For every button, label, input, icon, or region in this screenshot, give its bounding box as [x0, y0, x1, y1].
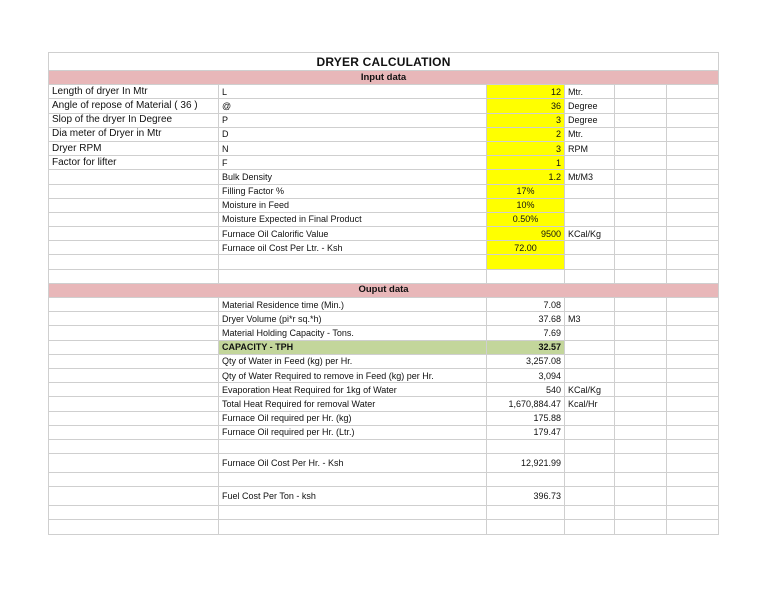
output-row: [49, 397, 719, 411]
output-unit: KCal/Kg: [565, 383, 615, 397]
input-value[interactable]: 9500: [487, 227, 565, 241]
output-row: [49, 312, 719, 326]
blank-row: [49, 439, 719, 453]
capacity-row: [49, 340, 719, 354]
output-row: [49, 425, 719, 439]
input-unit: [565, 156, 615, 170]
output-value: 1,670,884.47: [487, 397, 565, 411]
output-label: Qty of Water in Feed (kg) per Hr.: [219, 354, 487, 368]
blank-row: [49, 269, 719, 283]
output-unit: Kcal/Hr: [565, 397, 615, 411]
output-value: 179.47: [487, 425, 565, 439]
output-row: [49, 383, 719, 397]
output-value: 3,094: [487, 368, 565, 382]
input-symbol: Moisture Expected in Final Product: [219, 212, 487, 226]
input-symbol: F: [219, 156, 487, 170]
input-label: Angle of repose of Material ( 36 ): [49, 99, 219, 113]
cost-per-hr-row: [49, 454, 719, 473]
output-unit: [565, 411, 615, 425]
output-row: [49, 298, 719, 312]
input-unit: Degree: [565, 99, 615, 113]
input-row: [49, 113, 719, 127]
input-label: Slop of the dryer In Degree: [49, 113, 219, 127]
input-label: Factor for lifter: [49, 156, 219, 170]
fuel-cost-per-ton-row: [49, 487, 719, 506]
output-unit: [565, 340, 615, 354]
output-label: Total Heat Required for removal Water: [219, 397, 487, 411]
output-unit: M3: [565, 312, 615, 326]
output-value: 3,257.08: [487, 354, 565, 368]
input-unit: [565, 184, 615, 198]
input-row: [49, 99, 719, 113]
output-row: [49, 368, 719, 382]
output-value: 7.08: [487, 298, 565, 312]
input-row: [49, 227, 719, 241]
input-row: [49, 184, 719, 198]
input-value[interactable]: 12: [487, 85, 565, 99]
input-value[interactable]: 17%: [487, 184, 565, 198]
blank-row: [49, 506, 719, 520]
input-symbol: Filling Factor %: [219, 184, 487, 198]
blank-row: [49, 473, 719, 487]
input-row: [49, 198, 719, 212]
output-unit: [565, 326, 615, 340]
input-row: [49, 241, 719, 255]
capacity-value: 32.57: [487, 340, 565, 354]
input-symbol: Furnace Oil Calorific Value: [219, 227, 487, 241]
fuel-cost-per-ton-label: Fuel Cost Per Ton - ksh: [219, 487, 487, 506]
output-unit: [565, 368, 615, 382]
output-value: 175.88: [487, 411, 565, 425]
input-symbol: N: [219, 141, 487, 155]
output-label: Furnace Oil required per Hr. (Ltr.): [219, 425, 487, 439]
title-row: [49, 53, 719, 71]
input-symbol: L: [219, 85, 487, 99]
input-symbol: @: [219, 99, 487, 113]
input-symbol: P: [219, 113, 487, 127]
input-row: [49, 212, 719, 226]
input-value[interactable]: 1.2: [487, 170, 565, 184]
input-unit: [565, 212, 615, 226]
input-unit: Mt/M3: [565, 170, 615, 184]
input-value[interactable]: 72.00: [487, 241, 565, 255]
output-label: Material Residence time (Min.): [219, 298, 487, 312]
input-label: Dia meter of Dryer in Mtr: [49, 127, 219, 141]
input-value[interactable]: 0.50%: [487, 212, 565, 226]
input-value[interactable]: 2: [487, 127, 565, 141]
output-unit: [565, 425, 615, 439]
input-row: [49, 141, 719, 155]
output-header-row: [49, 283, 719, 297]
input-value[interactable]: 36: [487, 99, 565, 113]
input-unit: RPM: [565, 141, 615, 155]
input-value[interactable]: 1: [487, 156, 565, 170]
output-label: Furnace Oil required per Hr. (kg): [219, 411, 487, 425]
input-value[interactable]: 10%: [487, 198, 565, 212]
output-row: [49, 411, 719, 425]
input-unit: Degree: [565, 113, 615, 127]
output-label: Dryer Volume (pi*r sq.*h): [219, 312, 487, 326]
output-data-header: Ouput data: [49, 283, 719, 297]
input-symbol: Bulk Density: [219, 170, 487, 184]
output-unit: [565, 354, 615, 368]
capacity-label: CAPACITY - TPH: [219, 340, 487, 354]
input-unit: [565, 198, 615, 212]
input-symbol: Furnace oil Cost Per Ltr. - Ksh: [219, 241, 487, 255]
output-label: Material Holding Capacity - Tons.: [219, 326, 487, 340]
blank-row: [49, 255, 719, 269]
output-label: Evaporation Heat Required for 1kg of Water: [219, 383, 487, 397]
output-value: 37.68: [487, 312, 565, 326]
input-row: [49, 127, 719, 141]
input-unit: Mtr.: [565, 85, 615, 99]
input-unit: [565, 241, 615, 255]
cost-per-hr-value: 12,921.99: [487, 454, 565, 473]
input-data-header: Input data: [49, 71, 719, 85]
input-row: [49, 170, 719, 184]
input-header-row: [49, 71, 719, 85]
output-row: [49, 354, 719, 368]
cost-per-hr-label: Furnace Oil Cost Per Hr. - Ksh: [219, 454, 487, 473]
input-value[interactable]: 3: [487, 113, 565, 127]
output-label: Qty of Water Required to remove in Feed (kg) per Hr.: [219, 368, 487, 382]
blank-row: [49, 520, 719, 534]
input-label: Dryer RPM: [49, 141, 219, 155]
input-symbol: D: [219, 127, 487, 141]
input-symbol: Moisture in Feed: [219, 198, 487, 212]
dryer-calculation-sheet: [48, 52, 718, 535]
input-row: [49, 156, 719, 170]
output-value: 540: [487, 383, 565, 397]
input-row: [49, 85, 719, 99]
output-row: [49, 326, 719, 340]
fuel-cost-per-ton-value: 396.73: [487, 487, 565, 506]
calculation-table: [48, 52, 719, 535]
output-unit: [565, 298, 615, 312]
input-unit: KCal/Kg: [565, 227, 615, 241]
input-unit: Mtr.: [565, 127, 615, 141]
input-label: Length of dryer In Mtr: [49, 85, 219, 99]
input-value[interactable]: 3: [487, 141, 565, 155]
sheet-title: DRYER CALCULATION: [49, 53, 719, 71]
output-value: 7.69: [487, 326, 565, 340]
